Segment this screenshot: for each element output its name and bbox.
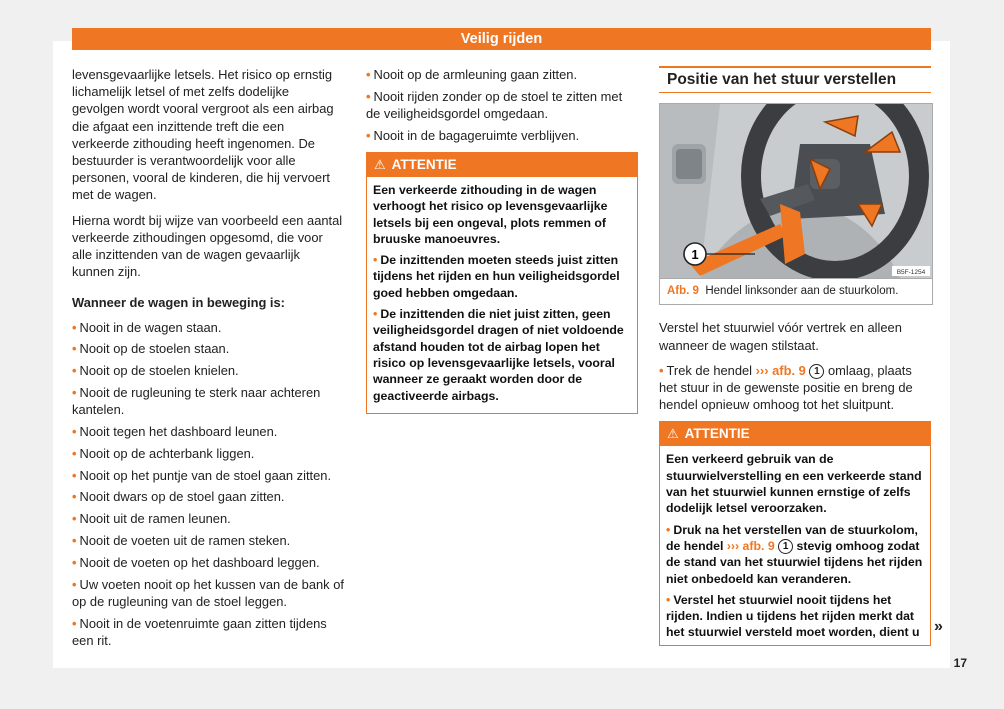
- warning-bullet: • Druk na het verstellen van de stuurkolom, de hendel ››› afb. 9 1 stevig omhoog zodat de stand van het stuurwiel tijdens het rijden niet onbedoeld kan veranderen.: [666, 522, 923, 586]
- list-item-text: Nooit de voeten op het dashboard leggen.: [79, 554, 320, 570]
- figure-label: Afb. 9: [667, 285, 699, 298]
- list-item: [366, 66, 638, 83]
- bullet-icon: •: [72, 445, 77, 461]
- figure-callout: 1: [691, 247, 699, 263]
- list-item: [366, 127, 638, 144]
- bullet-icon: •: [373, 253, 378, 268]
- list-item-text: Nooit op het puntje van de stoel gaan zitten.: [79, 467, 332, 483]
- bullet-icon: •: [366, 88, 371, 104]
- list-item-text: Nooit uit de ramen leunen.: [79, 511, 231, 527]
- figure: [659, 103, 933, 305]
- column-2: [366, 66, 638, 414]
- paragraph: levensgevaarlijke letsels. Het risico op ernstig lichamelijk letsel of met zelfs dodelijke gevolgen wordt vooral vergroot als een airbag die afgaat een inzittende treft die een verkeerde zithouding heeft ingenomen. De bestuurder is verantwoordelijk voor alle personen, vooral de kinderen, die hij vervoert met de wagen.: [72, 67, 334, 203]
- list-item-text: Nooit op de achterbank liggen.: [79, 445, 255, 461]
- list-item-text: Nooit rijden zonder op de stoel te zitten met de veiligheidsgordel omgedaan.: [366, 88, 623, 121]
- callout-number: 1: [809, 364, 824, 379]
- list-item-text: Nooit op de stoelen knielen.: [79, 363, 239, 379]
- bullet-icon: •: [373, 307, 378, 322]
- bullet-icon: •: [659, 362, 664, 378]
- warning-header: [367, 153, 637, 177]
- steering-wheel-illustration: [660, 104, 932, 278]
- bullet-icon: •: [72, 576, 77, 592]
- list-item-text: Nooit op de stoelen staan.: [79, 341, 230, 357]
- step-text: omlaag, plaats het stuur in de gewenste positie en breng de hendel opnieuw omhoog tot het sluitpunt.: [659, 362, 913, 413]
- figure-ref-link[interactable]: ››› afb. 9: [726, 538, 775, 553]
- warning-intro: Een verkeerd gebruik van de stuurwielverstelling en een verkeerde stand van het stuurwiel kunnen ernstige of zelfs dodelijk letsel veroorzaken.: [666, 452, 922, 516]
- bullet-icon: •: [72, 341, 77, 357]
- list-item: [72, 384, 344, 418]
- warning-header: [660, 422, 930, 446]
- callout-number: 1: [778, 539, 793, 554]
- bullet-icon: •: [72, 467, 77, 483]
- figure-caption: [660, 278, 932, 304]
- warning-bullet-text: De inzittenden die niet juist zitten, geen veiligheidsgordel dragen of niet voldoende afstand houden tot de airbag lopen het risico op levensgevaarlijke letsels, vooral wanneer ze geraakt worden door de geactiveerde airbags.: [373, 307, 624, 403]
- bullet-icon: •: [72, 319, 77, 335]
- warning-body: [660, 446, 930, 644]
- warning-title: ATTENTIE: [684, 426, 750, 442]
- warning-triangle-icon: ⚠: [374, 157, 386, 172]
- bullet-icon: •: [366, 127, 371, 143]
- warning-title: ATTENTIE: [391, 157, 457, 172]
- list-item-text: Nooit de voeten uit de ramen steken.: [79, 533, 291, 549]
- bullet-list: [72, 319, 344, 649]
- warning-bullet: [666, 592, 924, 641]
- step: [659, 362, 931, 414]
- list-item: [72, 423, 344, 440]
- list-item: [72, 340, 344, 357]
- chapter-header: Veilig rijden: [72, 28, 931, 50]
- step-text: Trek de hendel: [666, 362, 753, 378]
- subheading: Wanneer de wagen in beweging is:: [72, 295, 285, 311]
- bullet-icon: •: [366, 67, 371, 82]
- list-item-text: Nooit in de voetenruimte gaan zitten tijdens een rit.: [72, 615, 327, 648]
- bullet-icon: •: [72, 489, 77, 505]
- warning-bullet-text: Verstel het stuurwiel nooit tijdens het rijden. Indien u tijdens het rijden merkt dat het stuurwiel versteld moet worden, dient u: [666, 592, 920, 640]
- continue-arrow-icon: »: [934, 618, 943, 635]
- list-item: [72, 467, 344, 484]
- list-item: [72, 532, 344, 549]
- paragraph: Verstel het stuurwiel vóór vertrek en alleen wanneer de wagen stilstaat.: [659, 320, 902, 353]
- warning-body: [367, 177, 637, 413]
- column-3: [659, 66, 931, 646]
- warning-bullet-text: De inzittenden moeten steeds juist zitten tijdens het rijden en hun veiligheidsgordel goed hebben omgedaan.: [373, 253, 620, 300]
- warning-box: [366, 152, 638, 414]
- list-item-text: Nooit in de bagageruimte verblijven.: [373, 127, 580, 143]
- warning-intro: Een verkeerde zithouding in de wagen verhoogt het risico op levensgevaarlijke letsels bij een ongeval, plots remmen of bruuske manoeuvres.: [373, 183, 608, 246]
- list-item-text: Nooit de rugleuning te sterk naar achteren kantelen.: [72, 385, 321, 418]
- warning-bullet: [373, 306, 631, 404]
- figure-code: B5F-1254: [896, 269, 926, 277]
- section-title: Positie van het stuur verstellen: [659, 66, 931, 93]
- list-item-text: Nooit dwars op de stoel gaan zitten.: [79, 489, 285, 505]
- column-1: [72, 66, 344, 654]
- warning-box: [659, 421, 931, 645]
- bullet-icon: •: [72, 363, 77, 379]
- list-item: [72, 576, 344, 610]
- figure-ref-link[interactable]: ››› afb. 9: [755, 362, 806, 378]
- list-item: [72, 362, 344, 379]
- list-item: [72, 615, 344, 649]
- list-item-text: Uw voeten nooit op het kussen van de bank of op de rugleuning van de stoel leggen.: [72, 576, 344, 609]
- list-item: [72, 554, 344, 571]
- list-item: [72, 510, 344, 527]
- figure-caption-text: Hendel linksonder aan de stuurkolom.: [705, 285, 899, 298]
- bullet-icon: •: [72, 511, 77, 527]
- bullet-icon: •: [72, 615, 77, 631]
- bullet-icon: •: [72, 533, 77, 549]
- warning-triangle-icon: ⚠: [667, 426, 679, 442]
- list-item-text: Nooit tegen het dashboard leunen.: [79, 424, 278, 440]
- list-item: [366, 88, 638, 122]
- paragraph: Hierna wordt bij wijze van voorbeeld een aantal verkeerde zithoudingen opgesomd, die voor alle inzittenden van de wagen gevaarlijk kunnen zijn.: [72, 212, 343, 280]
- list-item: [72, 445, 344, 462]
- list-item: [72, 488, 344, 505]
- warning-bullet: [373, 252, 631, 301]
- list-item-text: Nooit in de wagen staan.: [79, 319, 222, 335]
- bullet-icon: •: [72, 424, 77, 440]
- page-number: 17: [953, 656, 967, 670]
- bullet-icon: •: [666, 522, 671, 537]
- bullet-icon: •: [666, 592, 671, 607]
- bullet-list: [366, 66, 638, 144]
- bullet-icon: •: [72, 554, 77, 570]
- bullet-icon: •: [72, 385, 77, 401]
- list-item-text: Nooit op de armleuning gaan zitten.: [373, 67, 578, 82]
- list-item: [72, 319, 344, 336]
